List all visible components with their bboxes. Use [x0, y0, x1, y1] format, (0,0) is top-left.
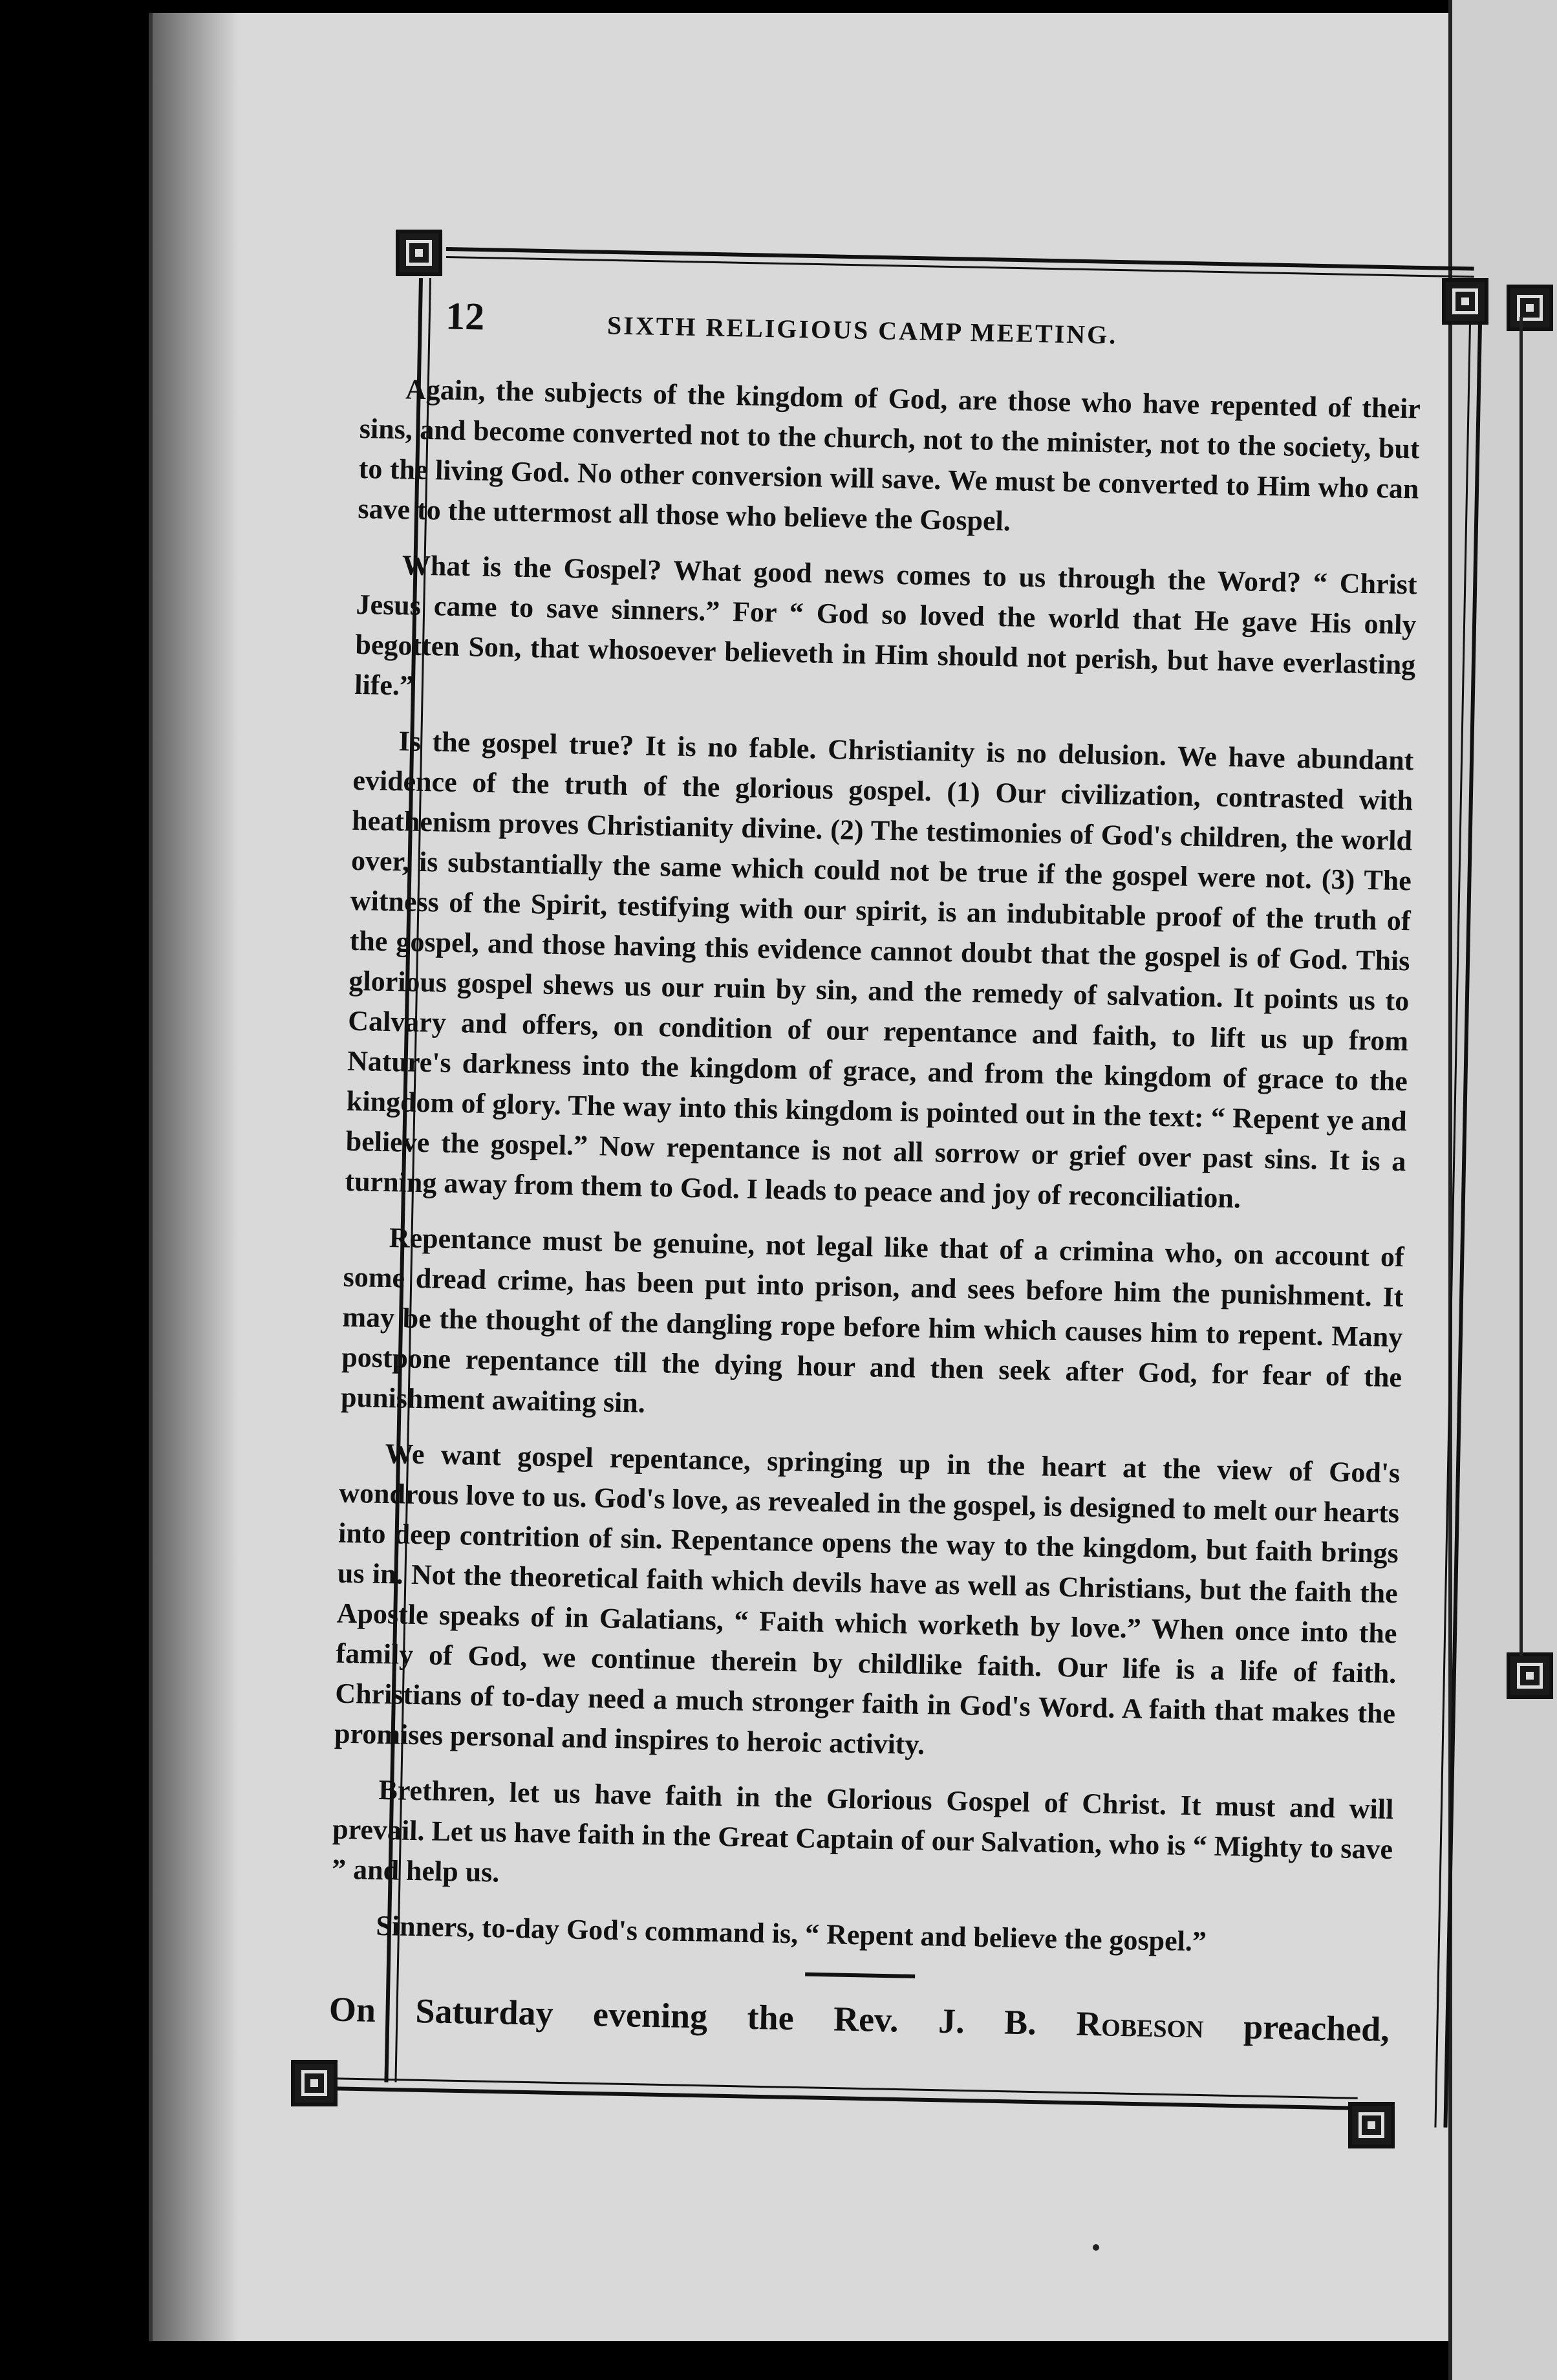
paragraph-5: We want gospel repentance, springing up in the heart at the view of God's wondrous love to us. God's love, as revealed in the gospel, is designed to melt our hearts into deep contrition of sin. Repentance opens the way to the kingdom, but faith brings us in. Not the theoretical faith which devils have as well as Christians, but the faith the Apostle speaks of in Galatians, “ Faith which worketh by love.” When once into the family of God, we continue therein by childlike faith. Our life is a life of faith. Christians of to-day need a much stronger faith in God's Word. A faith that makes the promises personal and inspires to heroic activity. — [334, 1438, 1401, 1761]
page-text-block — [328, 291, 1422, 2052]
page-gutter-shadow — [149, 13, 239, 2341]
ink-speck — [1093, 2244, 1099, 2251]
paragraph-2: What is the Gospel? What good news comes to us through the Word? “ Christ Jesus came to save sinners.” For “ God so loved the world that He gave His only begotten Son, that whosoever believeth in Him should not perish, but have everlasting life.” — [354, 549, 1418, 702]
corner-ornament-bottom-left — [291, 2060, 338, 2106]
facing-page-frame-rule — [1519, 317, 1523, 1656]
paragraph-1: Again, the subjects of the kingdom of God, are those who have repented of their sins, and become converted not to the church, not to the minister, not to the society, but to the living God. No other conversion will save. We must be converted to Him who can save to the uttermost all those who believe the Gospel. — [358, 373, 1421, 537]
facing-page-corner-ornament-top — [1507, 285, 1553, 331]
paragraph-4: Repentance must be genuine, not legal like that of a crimina who, on account of some dread crime, has been put into prison, and sees before him the punishment. It may be the thought of the dangling rope before him which causes him to repent. Many postpone repentance till the dying hour and then seek after God, for fear of the punishment awaiting sin. — [340, 1222, 1405, 1419]
closing-lead: On Saturday evening the Rev. J. B. — [328, 1989, 1077, 2043]
corner-ornament-top-right — [1442, 278, 1488, 325]
corner-ornament-bottom-right — [1348, 2102, 1395, 2148]
facing-page-corner-ornament-bottom — [1507, 1652, 1553, 1699]
paragraph-6: Brethren, let us have faith in the Glorious Gospel of Christ. It must and will prevail. Let us have faith in the Great Captain of our Salvation, who is “ Mighty to save ” and help us. — [331, 1773, 1394, 1888]
closing-name: Robeson — [1075, 2004, 1205, 2046]
page-number: 12 — [445, 294, 485, 338]
paragraph-7: Sinners, to-day God's command is, “ Repent and believe the gospel.” — [376, 1909, 1207, 1958]
running-head: SIXTH RELIGIOUS CAMP MEETING. — [607, 310, 1118, 350]
closing-tail: preached, — [1203, 2006, 1390, 2049]
paragraph-3: Is the gospel true? It is no fable. Christianity is no delusion. We have abundant evidence of the truth of the glorious gospel. (1) Our civilization, contrasted with heathenism proves Christianity divine. (2) The testimonies of God's children, the world over, is substantially the same which could not be true if the gospel were not. (3) The witness of the Spirit, testifying with our spirit, is an indubitable proof of the truth of the gospel, and those having this evidence cannot doubt that the gospel is of God. This glorious gospel shews us our ruin by sin, and the remedy of salvation. It points us to Calvary and offers, on condition of our repentance and faith, to lift us up from Nature's darkness into the kingdom of grace, and from the kingdom of grace to the kingdom of glory. The way into this kingdom is pointed out in the text: “ Repent ye and believe the gospel.” Now repentance is not all sorrow or grief over past sins. It is a turning away from them to God. I leads to peace and joy of reconciliation. — [345, 725, 1414, 1215]
corner-ornament-top-left — [396, 230, 442, 276]
section-divider — [805, 1973, 915, 1978]
